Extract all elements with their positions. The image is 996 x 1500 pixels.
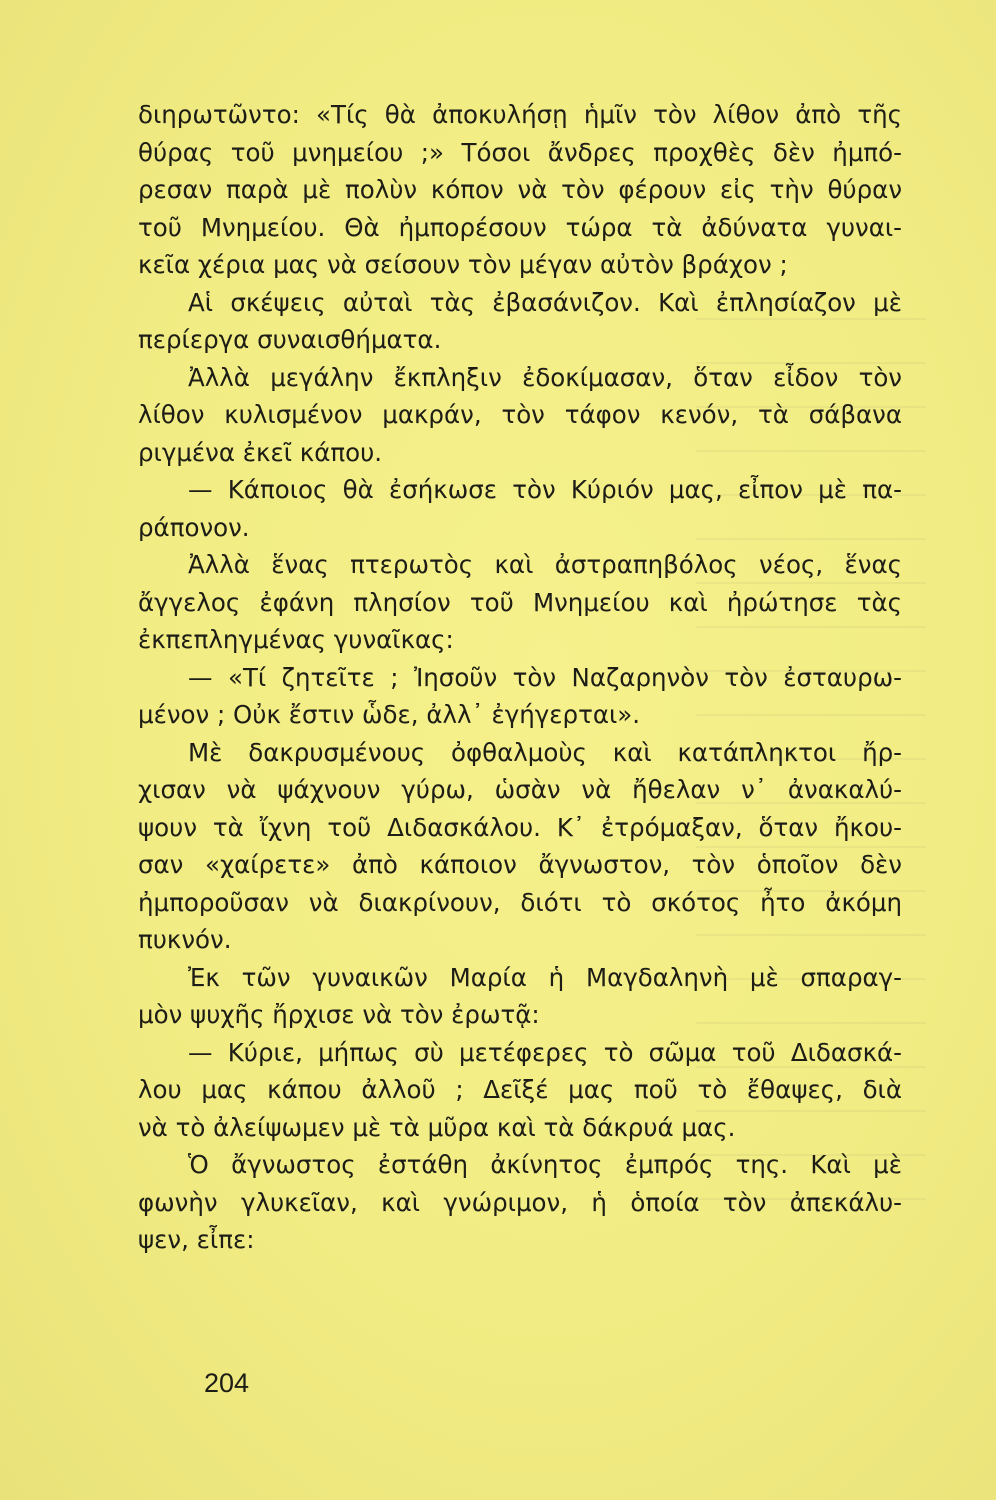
text-line: ψεν, εἶπε: [138, 1225, 255, 1254]
paragraph [138, 1146, 902, 1259]
paragraph [138, 471, 902, 546]
page-number: 204 [204, 1368, 250, 1398]
text-line: ράπονον. [138, 512, 250, 542]
paragraph [138, 96, 902, 284]
paragraph [138, 659, 902, 734]
paragraph [138, 284, 902, 359]
text-line: λίθον κυλισμένον μακράν, τὸν τάφον κενόν, τὰ σάβανα [138, 400, 902, 429]
paragraph [138, 734, 902, 959]
text-line: ἠμποροῦσαν νὰ διακρίνουν, διότι τὸ σκότος ἦτο ἀκόμη [138, 887, 902, 917]
text-line: ψουν τὰ ἴχνη τοῦ Διδασκάλου. Κ᾿ ἐτρόμαξαν, ὅταν ἤκου- [138, 812, 902, 842]
text-line: ριγμένα ἐκεῖ κάπου. [138, 437, 383, 467]
text-line: Ἐκ τῶν γυναικῶν Μαρία ἡ Μαγδαληνὴ μὲ σπαραγ- [188, 962, 902, 992]
text-line: διηρωτῶντο: «Τίς θὰ ἀποκυλήσῃ ἡμῖν τὸν λίθον ἀπὸ τῆς [138, 100, 902, 129]
body-text [138, 96, 902, 1259]
text-line: κεῖα χέρια μας νὰ σείσουν τὸν μέγαν αὐτὸν βράχον ; [138, 250, 788, 279]
text-line: — «Τί ζητεῖτε ; Ἰησοῦν τὸν Ναζαρηνὸν τὸν ἐσταυρω- [188, 662, 902, 692]
text-line: χισαν νὰ ψάχνουν γύρω, ὡσὰν νὰ ἤθελαν ν᾿ ἀνακαλύ- [138, 775, 902, 804]
text-line: φωνὴν γλυκεῖαν, καὶ γνώριμον, ἡ ὁποία τὸν ἀπεκάλυ- [138, 1187, 902, 1217]
text-line: ρεσαν παρὰ μὲ πολὺν κόπον νὰ τὸν φέρουν εἰς τὴν θύραν [138, 175, 902, 204]
text-line: ἐκπεπληγμένας γυναῖκας: [138, 625, 454, 654]
text-line: σαν «χαίρετε» ἀπὸ κάποιον ἄγνωστον, τὸν ὁποῖον δὲν [138, 850, 902, 879]
text-line: Ἀλλὰ μεγάλην ἔκπληξιν ἐδοκίμασαν, ὅταν εἶδον τὸν [188, 362, 902, 392]
paragraph [138, 546, 902, 659]
text-line: τοῦ Μνημείου. Θὰ ἠμπορέσουν τώρα τὰ ἀδύνατα γυναι- [138, 212, 902, 242]
text-line: ἄγγελος ἐφάνη πλησίον τοῦ Μνημείου καὶ ἠρώτησε τὰς [138, 587, 902, 617]
text-line: μένον ; Οὐκ ἔστιν ὧδε, ἀλλ᾿ ἐγήγερται». [138, 700, 641, 729]
paragraph [138, 359, 902, 472]
text-line: μὸν ψυχῆς ἤρχισε νὰ τὸν ἐρωτᾷ: [138, 1000, 540, 1029]
text-line: Ὁ ἄγνωστος ἐστάθη ἀκίνητος ἐμπρός της. Καὶ μὲ [188, 1150, 902, 1179]
text-line: Αἱ σκέψεις αὐταὶ τὰς ἐβασάνιζον. Καὶ ἐπλησίαζον μὲ [188, 287, 902, 317]
paragraph [138, 1034, 902, 1147]
paragraph [138, 959, 902, 1034]
text-line: — Κάποιος θὰ ἐσήκωσε τὸν Κύριόν μας, εἶπον μὲ πα- [188, 475, 902, 504]
text-line: νὰ τὸ ἀλείψωμεν μὲ τὰ μῦρα καὶ τὰ δάκρυά μας. [138, 1112, 736, 1142]
text-line: — Κύριε, μήπως σὺ μετέφερες τὸ σῶμα τοῦ Διδασκά- [188, 1037, 902, 1067]
text-line: λου μας κάπου ἀλλοῦ ; Δεῖξέ μας ποῦ τὸ ἔθαψες, διὰ [138, 1075, 902, 1104]
text-line: πυκνόν. [138, 925, 232, 954]
text-line: Μὲ δακρυσμένους ὀφθαλμοὺς καὶ κατάπληκτοι ἤρ- [188, 737, 902, 767]
text-line: Ἀλλὰ ἕνας πτερωτὸς καὶ ἀστραπηβόλος νέος, ἕνας [188, 550, 902, 579]
text-line: θύρας τοῦ μνημείου ;» Τόσοι ἄνδρες προχθὲς δὲν ἠμπό- [138, 137, 902, 167]
text-line: περίεργα συναισθήματα. [138, 325, 442, 354]
